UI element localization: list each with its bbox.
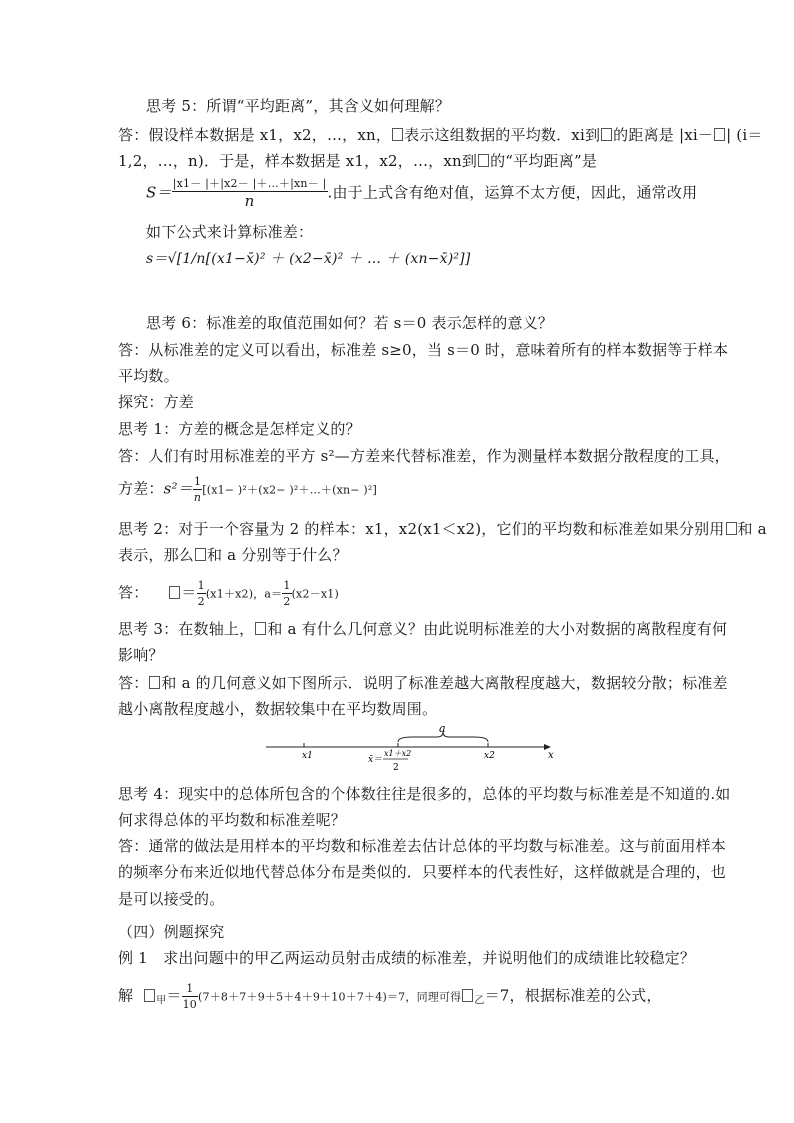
question-5: 思考 5：所谓“平均距离”，其含义如何理解？ — [146, 97, 451, 115]
think-4-line-1: 思考 4：现实中的总体所包含的个体数往往是很多的，总体的平均数与标准差是不知道的.如 — [118, 785, 731, 803]
question-6: 思考 6：标准差的取值范围如何？若 s＝0 表示怎样的意义？ — [146, 314, 554, 332]
answer-5-line-2: 1,2，…，n)．于是，样本数据是 x1，x2，…，xn到 的“平均距离”是 — [118, 152, 598, 170]
think-4-answer-1: 答：通常的做法是用样本的平均数和标准差去估计总体的平均数与标准差。这与前面用样本 — [118, 837, 727, 855]
label-x: x — [548, 750, 554, 761]
answer-5-line-4: 如下公式来计算标准差： — [146, 223, 314, 241]
label-mean-lhs: x̄＝ — [368, 755, 383, 765]
think-4-line-2: 何求得总体的平均数和标准差呢？ — [118, 811, 347, 829]
label-a: a — [439, 722, 446, 735]
think-3-answer-1: 答： 和 a 的几何意义如下图所示．说明了标准差越大离散程度越大，数据较分散；标准差 — [118, 674, 728, 692]
example-1-solution: 解 $_甲$＝ $\frac{1}{10}$ (7＋8＋7＋9＋5＋4＋9＋10＋7＋4)＝7，同理可得 $_乙$＝7，根据标准差的公式， — [118, 982, 662, 1011]
think-2-answer: 答： ＝ $\frac{1}{2}$ (x1＋x2)，a＝ $\frac{1}{2}$ (x2－x1) — [118, 579, 339, 608]
label-x2: x2 — [484, 751, 495, 761]
std-formula: s＝√[1/n[(x1−x̄)² ＋ (x2−x̄)² ＋ … ＋ (xn−x̄)²]] — [146, 251, 471, 267]
mean-symbol-icon — [195, 548, 206, 561]
mean-symbol-icon — [144, 989, 155, 1002]
think-2-line-1: 思考 2：对于一个容量为 2 的样本：x1，x2(x1＜x2)，它们的平均数和标准差如果分别用 和 a — [118, 520, 767, 538]
mean-symbol-icon — [392, 128, 403, 141]
average-distance-formula: S＝ $\frac{|x1- |+|x2- |+\dots+|xn- |}{n}$ .由于上式含有绝对值，运算不太方便，因此，通常改用 — [146, 177, 698, 210]
mean-symbol-icon — [462, 989, 473, 1002]
think-3-answer-2: 越小离散程度越小，数据较集中在平均数周围。 — [118, 700, 438, 718]
mean-symbol-icon — [149, 676, 160, 689]
think-4-answer-3: 是可以接受的。 — [118, 890, 225, 908]
mean-symbol-icon — [255, 622, 266, 635]
explore-title: 探究：方差 — [118, 393, 195, 411]
mean-symbol-icon — [601, 128, 612, 141]
answer-6-line-1: 答：从标准差的定义可以看出，标准差 s≥0，当 s＝0 时，意味着所有的样本数据等于样本 — [118, 341, 729, 359]
think-1-answer: 答：人们有时用标准差的平方 s²—方差来代替标准差，作为测量样本数据分散程度的工具， — [118, 447, 730, 465]
section-example: （四）例题探究 — [118, 923, 225, 941]
label-mean-num: x1＋x2 — [384, 749, 412, 758]
think-4-answer-2: 的频率分布来近似地代替总体分布是类似的．只要样本的代表性好，这样做就是合理的，也 — [118, 863, 727, 881]
label-mean-den: 2 — [393, 763, 399, 773]
think-1: 思考 1：方差的概念是怎样定义的？ — [118, 420, 361, 438]
example-1: 例 1 求出问题中的甲乙两运动员射击成绩的标准差，并说明他们的成绩谁比较稳定？ — [118, 949, 696, 967]
mean-symbol-icon — [169, 586, 180, 599]
mean-symbol-icon — [726, 522, 737, 535]
think-2-line-2: 表示，那么 和 a 分别等于什么？ — [118, 546, 348, 564]
answer-6-line-2: 平均数。 — [118, 367, 179, 385]
number-line-figure — [262, 722, 562, 774]
mean-symbol-icon — [714, 128, 725, 141]
variance-formula: 方差：s²＝ $\frac{1}{n}$ [(x1− )²＋(x2− )²＋…＋(xn− )²] — [118, 475, 378, 504]
think-3-line-1: 思考 3：在数轴上， 和 a 有什么几何意义？由此说明标准差的大小对数据的离散程度有何 — [118, 620, 728, 638]
mean-symbol-icon — [478, 154, 489, 167]
label-x1: x1 — [302, 751, 313, 761]
answer-5-line-1: 答：假设样本数据是 x1，x2，…，xn， 表示这组数据的平均数．xi到 的距离是 |xi－ | (i＝ — [118, 126, 763, 144]
think-3-line-2: 影响？ — [118, 646, 164, 664]
